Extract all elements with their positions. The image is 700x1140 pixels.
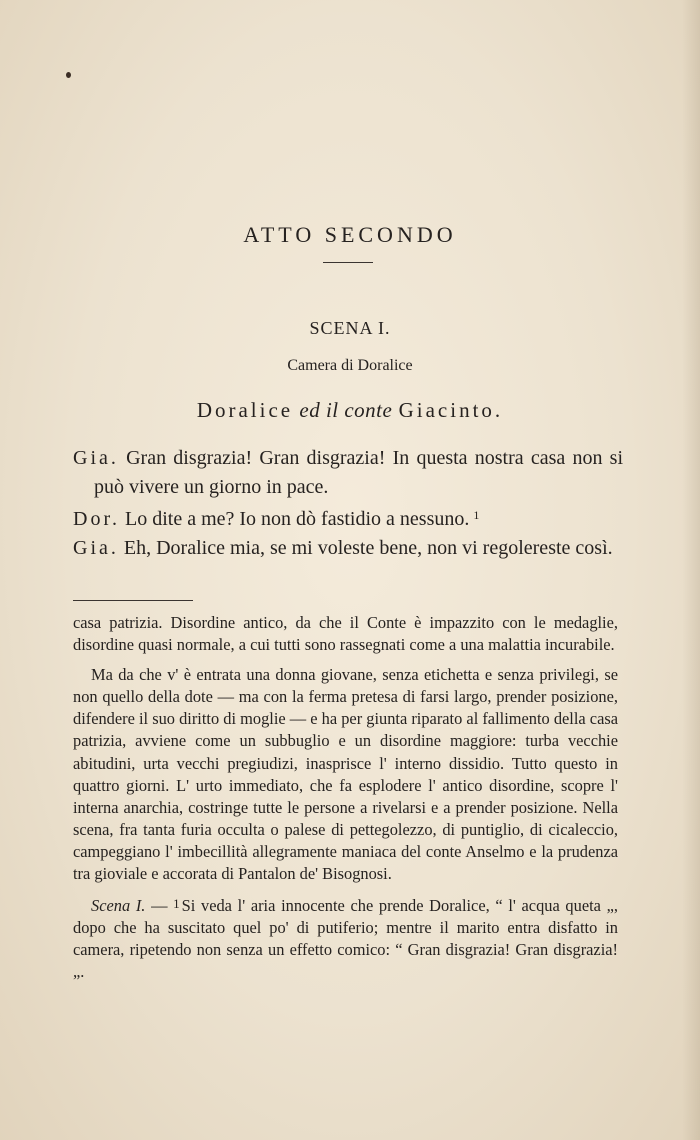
dialogue-block <box>73 444 623 562</box>
speaker-label: Dor. <box>73 508 120 530</box>
footnotes-block <box>73 612 618 992</box>
dialogue-text: Gran disgrazia! Gran disgrazia! In questa nostra casa non si può vivere un giorno in pace. <box>94 447 624 498</box>
note-text: Si veda l' aria innocente che prende Doralice, “ l' acqua queta „, dopo che ha suscitato quel po' di putiferio; mentre il marito entra disfatto in camera, ripetendo non senza un effetto comico: “ Gran disgrazia! Gran disgrazia! „. <box>73 896 618 982</box>
note-dash: — <box>151 896 168 916</box>
dialogue-text: Lo dite a me? Io non dò fastidio a nessuno. <box>125 508 470 530</box>
scene-place: Camera di Doralice <box>287 357 413 374</box>
note-paragraph: casa patrizia. Disordine antico, da che il Conte è impazzito con le medaglie, disordine quasi normale, a cui tutti sono rassegnati come a una malattia incurabile. <box>73 613 618 655</box>
footnote-reference: 1 <box>473 508 480 522</box>
scene-title: SCENA I. <box>309 318 391 338</box>
speaker-label: Gia. <box>73 447 119 469</box>
dialogue-text: Eh, Doralice mia, se mi voleste bene, non vi regolereste così. <box>123 536 613 559</box>
ink-speck <box>66 72 71 78</box>
scene-characters <box>0 398 700 423</box>
character-name-giacinto: Giacinto. <box>398 398 504 422</box>
note-scene-label: Scena I. <box>91 896 146 916</box>
character-conjunction: ed il conte <box>299 398 393 422</box>
dialogue-line <box>73 501 623 534</box>
page-fold-shadow <box>682 0 700 1140</box>
speaker-label: Gia. <box>73 536 119 559</box>
character-name-doralice: Doralice <box>196 398 294 422</box>
dialogue-line <box>73 444 623 501</box>
act-title-rule <box>323 262 373 263</box>
note-paragraph: Ma da che v' è entrata una donna giovane, senza etichetta e senza privilegi, se non quello della dote — ma con la ferma pretesa di farsi largo, prender posizione, difendere il suo diritto di moglie — e ha per giunta riparato al fallimento della casa patrizia, avviene come un subbuglio e un disordine maggiore: turba vecchie abitudini, urta vecchi pregiudizi, inasprisce l' interno dissidio. Tutto questo in quattro giorni. L' urto immediato, che fa esplodere l' antico disordine, scopre l' interna anarchia, costringe tutte le persone a rivelarsi e a prender posizione. Nella scena, fra tanta furia occulta o palese di pettegolezzo, di puntiglio, di cicaleccio, campeggiano l' imbecillità allegramente maniaca del conte Anselmo e la prudenza tra gioviale e accorata di Pantalon de' Bisognosi. <box>73 665 618 884</box>
act-title: ATTO SECONDO <box>243 222 457 247</box>
note-number: 1 <box>173 896 180 912</box>
footnote-divider <box>73 600 193 601</box>
note-paragraph <box>73 893 618 983</box>
dialogue-line <box>73 534 623 563</box>
